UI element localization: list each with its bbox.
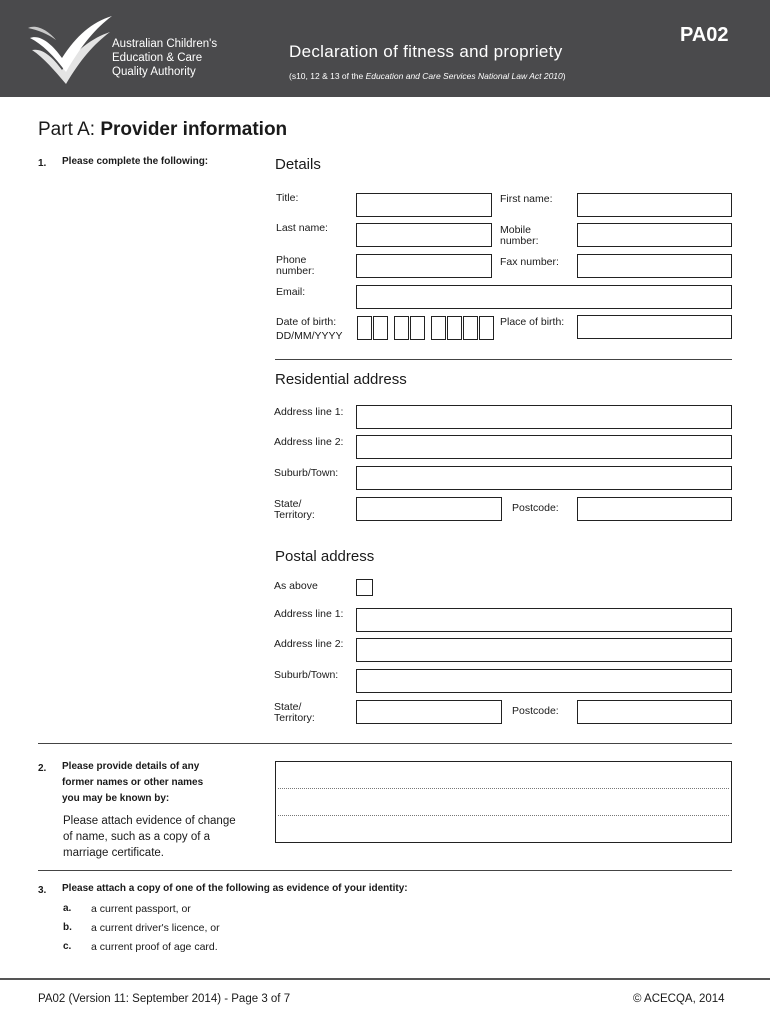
- details-heading: Details: [275, 156, 321, 173]
- dob-year-digit[interactable]: [479, 316, 494, 340]
- residential-state-label-line2: Territory:: [274, 509, 315, 521]
- question-divider: [38, 870, 732, 871]
- residential-line1-label: Address line 1:: [274, 406, 344, 418]
- postal-suburb-field[interactable]: [356, 669, 732, 693]
- org-name-line: Australian Children's: [112, 38, 218, 50]
- postal-suburb-label: Suburb/Town:: [274, 669, 339, 681]
- question-2-note-line: Please attach evidence of change: [63, 815, 236, 827]
- phone-number-field[interactable]: [356, 254, 492, 278]
- residential-state-label-line1: State/: [274, 498, 302, 510]
- as-above-checkbox[interactable]: [356, 579, 373, 596]
- residential-line1-field[interactable]: [356, 405, 732, 429]
- dob-year-digit[interactable]: [463, 316, 478, 340]
- writing-line: [278, 788, 729, 789]
- first-name-field[interactable]: [577, 193, 732, 217]
- part-name: Provider information: [100, 119, 288, 140]
- list-item-letter: a.: [63, 903, 72, 914]
- dob-month-digit[interactable]: [394, 316, 409, 340]
- postal-line2-label: Address line 2:: [274, 638, 344, 650]
- first-name-label: First name:: [500, 193, 553, 205]
- residential-address-heading: Residential address: [275, 371, 407, 388]
- subtitle-act: Education and Care Services National Law Act 2010: [365, 71, 563, 81]
- org-name-line: Education & Care: [112, 52, 203, 64]
- question-1-number: 1.: [38, 158, 47, 169]
- dob-label-line1: Date of birth:: [276, 316, 337, 328]
- as-above-label: As above: [274, 580, 318, 592]
- mobile-number-field[interactable]: [577, 223, 732, 247]
- subtitle-suffix: ): [562, 71, 566, 81]
- list-item-text: a current proof of age card.: [91, 941, 218, 953]
- page-header: [0, 0, 770, 97]
- dob-label-line2: DD/MM/YYYY: [276, 330, 343, 342]
- place-of-birth-label: Place of birth:: [500, 316, 565, 328]
- acecqa-logo-icon: [26, 14, 114, 86]
- place-of-birth-field[interactable]: [577, 315, 732, 339]
- dob-day-digit[interactable]: [373, 316, 388, 340]
- question-2-text-line: you may be known by:: [62, 793, 170, 804]
- residential-postcode-field[interactable]: [577, 497, 732, 521]
- part-title: [38, 119, 287, 141]
- phone-label-line1: Phone: [276, 254, 307, 266]
- footer-page-info: PA02 (Version 11: September 2014) - Page 3 of 7: [38, 993, 291, 1005]
- question-2-note-line: of name, such as a copy of a: [63, 831, 211, 843]
- title-label: Title:: [276, 192, 299, 204]
- question-2-text-line: Please provide details of any: [62, 761, 200, 772]
- residential-postcode-label: Postcode:: [512, 502, 559, 514]
- residential-line2-label: Address line 2:: [274, 436, 344, 448]
- postal-line1-field[interactable]: [356, 608, 732, 632]
- title-field[interactable]: [356, 193, 492, 217]
- postal-line1-label: Address line 1:: [274, 608, 344, 620]
- last-name-field[interactable]: [356, 223, 492, 247]
- document-title: Declaration of fitness and propriety: [289, 42, 563, 61]
- phone-label-line2: number:: [276, 265, 315, 277]
- form-code: PA02: [680, 24, 729, 46]
- document-subtitle: [289, 71, 566, 81]
- dob-year-digit[interactable]: [447, 316, 462, 340]
- question-3-text: Please attach a copy of one of the following as evidence of your identity:: [62, 883, 408, 894]
- question-divider: [38, 743, 732, 744]
- question-1-text: Please complete the following:: [62, 156, 209, 167]
- postal-address-heading: Postal address: [275, 548, 375, 565]
- footer-copyright: © ACECQA, 2014: [633, 993, 725, 1005]
- postal-state-label-line1: State/: [274, 701, 302, 713]
- email-label: Email:: [276, 286, 306, 298]
- list-item-letter: b.: [63, 922, 72, 933]
- residential-line2-field[interactable]: [356, 435, 732, 459]
- footer-divider: [0, 978, 770, 980]
- question-2-number: 2.: [38, 763, 47, 774]
- postal-postcode-field[interactable]: [577, 700, 732, 724]
- divider: [275, 359, 732, 360]
- dob-month-digit[interactable]: [410, 316, 425, 340]
- org-name: [112, 37, 217, 79]
- postal-state-field[interactable]: [356, 700, 502, 724]
- fax-number-field[interactable]: [577, 254, 732, 278]
- org-name-line: Quality Authority: [112, 66, 196, 78]
- dob-day-digit[interactable]: [357, 316, 372, 340]
- list-item-text: a current driver's licence, or: [91, 922, 220, 934]
- mobile-label-line2: number:: [500, 235, 539, 247]
- subtitle-prefix: (s10, 12 & 13 of the: [289, 71, 366, 81]
- email-field[interactable]: [356, 285, 732, 309]
- list-item-letter: c.: [63, 941, 72, 952]
- list-item-text: a current passport, or: [91, 903, 191, 915]
- residential-suburb-field[interactable]: [356, 466, 732, 490]
- question-2-note: [63, 813, 236, 861]
- residential-state-field[interactable]: [356, 497, 502, 521]
- former-names-field[interactable]: [275, 761, 732, 843]
- postal-state-label-line2: Territory:: [274, 712, 315, 724]
- mobile-label-line1: Mobile: [500, 224, 531, 236]
- postal-line2-field[interactable]: [356, 638, 732, 662]
- writing-line: [278, 815, 729, 816]
- last-name-label: Last name:: [276, 222, 328, 234]
- dob-year-digit[interactable]: [431, 316, 446, 340]
- fax-number-label: Fax number:: [500, 256, 559, 268]
- question-2-text: [62, 759, 203, 807]
- part-prefix: Part A:: [38, 119, 101, 140]
- question-2-note-line: marriage certificate.: [63, 847, 164, 859]
- postal-postcode-label: Postcode:: [512, 705, 559, 717]
- question-3-number: 3.: [38, 885, 47, 896]
- question-2-text-line: former names or other names: [62, 777, 204, 788]
- residential-suburb-label: Suburb/Town:: [274, 467, 339, 479]
